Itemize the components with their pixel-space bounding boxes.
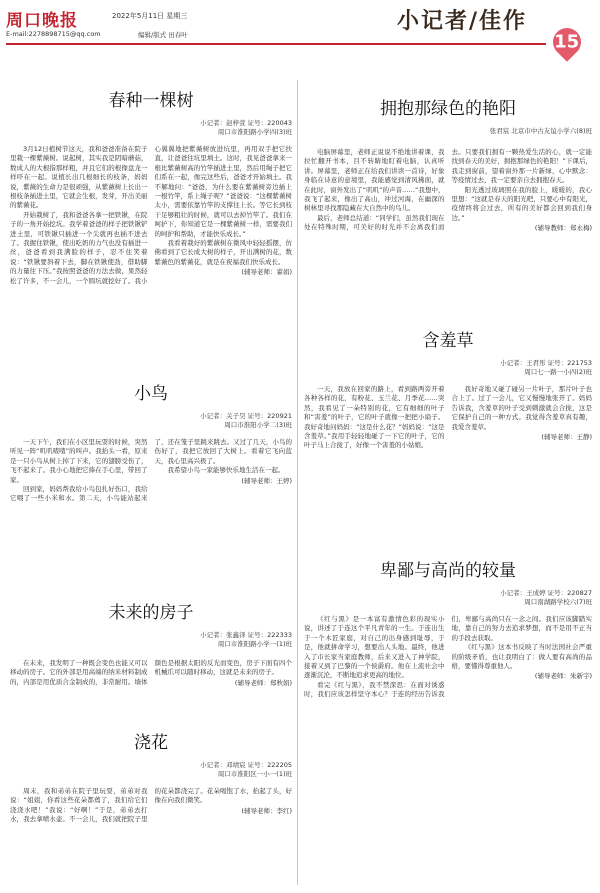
paragraph: 看完《红与黑》，我不禁深思：在面对诱惑时，我们应该怎样坚守本心？于连的经历告诉我们，卑鄙与高尚只在一念之间。我们应该脚踏实地，靠自己的努力去追求梦想，而不是用不正当的手段去获取。 bbox=[304, 615, 592, 699]
article-title: 小鸟 bbox=[134, 384, 168, 404]
paragraph: 电脑屏幕里，老师正说说不绝地讲着课，我拉忙翻开书本，目不转睛地盯着电脑，认真听讲。屏幕里，老师正在给我们讲读一首诗，好象身临在诗意的意境里，我能感觉到清风拂面，就在此时，窗外发出了“叽叽”的声音……“我想中，我飞了起来，像出了高山，冲过河海，在幽深的树林里寻找那隐藏在大自然中的鸟儿。 bbox=[304, 148, 445, 213]
article-author: 小记者：王成婷 证号：220827 bbox=[500, 589, 592, 597]
paragraph: 我希望小鸟一家能够快乐地生活在一起。 bbox=[167, 466, 285, 475]
header-rule bbox=[6, 43, 546, 45]
article-body bbox=[304, 148, 592, 318]
page-number: 15 bbox=[554, 31, 580, 52]
article-title: 拥抱那绿色的艳阳 bbox=[380, 99, 516, 119]
article-title: 春种一棵树 bbox=[108, 91, 194, 111]
article-title: 卑鄙与高尚的较量 bbox=[380, 561, 516, 581]
paragraph: 我好奇地又碰了碰另一片叶子，那片叶子也合上了。过了一会儿，它又慢慢地张开了。妈妈告诉我，含羞草的叶子受到刺激就会合拢，这是它保护自己的一种方式。我觉得含羞草真有趣，我爱含羞草。 bbox=[451, 385, 592, 431]
paragraph: 在未来，我发明了一种既会变色也能又可以移动的房子。它的外部是用高端的纳米材料制成的，内部是用优质合金制成的，非常耐用。墙体颜色是根据太阳的反光而变色，房子下面有四个机械爪可以随时移动，这就是未来的房子。 bbox=[10, 659, 292, 686]
paragraph: 开始栽树了，我和爸爸各拿一把铁锹，在院子的一角开始挖坑。我学着爸爸的样子把铁锹铲进土里，可铁锹只插进一个尖就再也插不进去了。我握住铁锹，使出吃奶的力气也没有插进一丝，爸爸看到我满脸的样子，忍不住笑着说：“铁锹要斜着下去，脚在铁锹使劲，借助脚的力量往下压。”我按照爸爸的方法去做，果然轻松了许多，不一会儿，一个圆坑就挖好了。我小心翼翼地把紫薇树放进坑里，再用双手把它扶直，让爸爸往坑里填土。这时，我见爸爸拿来一根比紫薇树高的竹竿插进土里，然后用绳子把它们系在一起，像完这些后，爸爸才开始填土。我不解地问：“爸爸，为什么要在紫薇树旁边插上一根竹竿，系上绳子呢？”爸爸说：“这棵紫薇树太小，需要依靠竹竿的支撑往上长。等它长到枝干足够粗壮的时候，就可以去掉竹竿了。我们在呵护下，你知道它是一棵紫薇树一样，需要我们的呵护和帮助，才能快乐成长。” bbox=[10, 145, 292, 285]
article-body bbox=[10, 145, 292, 345]
article-body bbox=[10, 787, 292, 871]
paragraph: 我看着栽好的紫薇树在微风中轻轻摇摆，仿佛看到了它长成大树的样子，开出满树的花，数紫薇色的紫薇花，就是在祝福我们快乐成长。 bbox=[154, 239, 292, 266]
teacher-credit: (辅导教师：郑永梅) bbox=[534, 224, 592, 233]
paragraph: 阳光透过玻璃照在我的脸上，暖暖的，我心里想：“这就是春天的阳光吧，只要心中有阳光，疫情终将会过去，所有的美好都会回到我们身边。” bbox=[451, 185, 592, 222]
article-body bbox=[10, 438, 292, 556]
article-author: 小记者：关子昊 证号：220921 bbox=[200, 412, 292, 420]
article-school: 周口七一路一小四(2)班 bbox=[524, 368, 592, 376]
contact-email: E-mail:2278898715@qq.com bbox=[6, 30, 101, 38]
teacher-credit: (辅导老师：王静) bbox=[541, 433, 592, 442]
issue-date: 2022年5月11日 星期三 bbox=[112, 12, 188, 20]
editor-credit: 编辑/版式 田春叶 bbox=[138, 31, 188, 39]
article-title: 含羞草 bbox=[422, 331, 474, 351]
article-body bbox=[304, 615, 592, 885]
page-header bbox=[0, 0, 600, 66]
paragraph: 一天下午，我们在小区里玩耍的时候，突然听见一阵“叽叽喳喳”的叫声。我抬头一看，原来是一只小鸟从树上掉了下来，它的翅膀受伤了，飞不起来了。我小心地把它捧在手心里，带回了家。 bbox=[10, 438, 148, 484]
article-green-embrace bbox=[304, 94, 592, 322]
paragraph: 周末，我和弟弟在院子里玩耍，弟弟对我说：“姐姐，你看这些花朵都蔫了，我们给它们浇浇水吧！”我说：“好啊！”于是，弟弟去打水，我去拿喷水壶。不一会儿，我们就把院子里的花朵都浇完了。花朵喝饱了水，抬起了头，好像在向我们微笑。 bbox=[10, 787, 292, 824]
teacher-credit: (辅导老师：翟娟) bbox=[241, 268, 292, 277]
article-school: 周口市淮阳小学二(3)班 bbox=[224, 421, 292, 429]
paragraph: 最后，老师总结道：“同学们，虽然我们现在处在特殊时期，可美好的时光并不会离我们而去。只要我们拥有一颗热爱生活的心，就一定能找到春天的美好，拥抱那绿色的艳阳！”下课后，我走到窗前，望着窗外那一片新绿，心中默念：等疫情过去，我一定要亲自去拥抱春天。 bbox=[304, 148, 592, 232]
teacher-credit: (辅导老师：郑秋娟) bbox=[234, 678, 292, 687]
article-school: 周口市淮阳路小学四(3)班 bbox=[217, 128, 292, 136]
paragraph: 3月12日植树节这天，我和爸爸准备在院子里栽一棵紫薇树。说起树，其实我是阴暗蘑菇，数成人的大根指那样粗，并且它们的根像盘龙一样吓在一起。说植长出几根细长的枝条，妈妈说，紫薇的生命力是很顽强，从紫薇树上长出一根枝条插进土里，它就会生根，发芽，开出美丽的紫薇花。 bbox=[10, 145, 148, 210]
article-title: 未来的房子 bbox=[108, 603, 194, 623]
article-school: 周口市淮阳区一小一(1)班 bbox=[217, 770, 292, 778]
article-author: 小记者：王君彤 证号：221753 bbox=[500, 359, 592, 367]
article-author: 小记者：张鑫泽 证号：222333 bbox=[200, 631, 292, 639]
article-spring-tree bbox=[10, 86, 292, 356]
article-title: 浇花 bbox=[134, 733, 168, 753]
article-body bbox=[304, 385, 592, 515]
page-number-badge bbox=[547, 22, 587, 62]
article-humble-and-noble bbox=[304, 556, 592, 888]
article-mimosa bbox=[304, 326, 592, 526]
teacher-credit: (辅导老师：李红) bbox=[241, 806, 292, 815]
paragraph: 《红与黑》这本书反映了当时法国社会严重的阶级矛盾，也让我明白了：做人要有高尚的品格，要懂得尊重他人。 bbox=[451, 643, 592, 671]
article-author: 小记者：赵梓萱 证号：220043 bbox=[200, 119, 292, 127]
paragraph: 一天，我放在回家的路上，看到路两旁开着各种各样的花，有粉花、玉兰花、月季花……突然，我看见了一朵特别的花，它有细细的叶子和“害羞”的叶子，它的叶子就像一把把小扇子。我好奇地问妈妈：“这是什么花？”妈妈说：“这是含羞草。”我用手轻轻地碰了一下它的叶子，它的叶子马上合拢了，好像一个害羞的小姑娘。 bbox=[304, 385, 445, 450]
column-divider bbox=[297, 80, 298, 885]
paragraph: 《红与黑》是一本富有激情色彩的现实小说，讲述了于连这个平凡青年的一生。于连出生于一个木匠家庭，对自己的出身感到耻辱，于是，他就拼命学习，想要出人头地。最终，他进入了市长家当家庭教师，后来又进入了神学院，接着又到了巴黎的一个侯爵府。他在上流社会中逐渐沉沦，不断地追求更高的地位。 bbox=[304, 615, 445, 680]
teacher-credit: (辅导老师：朱新宇) bbox=[534, 672, 592, 681]
newspaper-logo: 周口晚报 bbox=[6, 11, 78, 31]
paragraph: 回到家，妈妈帮我给小鸟包扎好伤口，我给它喂了一些小米和水。第二天，小鸟能站起来了，还在笼子里跳来跳去。又过了几天，小鸟的伤好了，我把它放回了大树上。看着它飞向蓝天，我心里高兴极了。 bbox=[10, 438, 292, 503]
article-watering bbox=[10, 728, 292, 888]
article-little-bird bbox=[10, 379, 292, 565]
article-body bbox=[10, 659, 292, 715]
article-school: 周口南湖路学校六(7)班 bbox=[524, 598, 592, 606]
article-author: 张君宸 北京市中古友谊小学六(8)班 bbox=[489, 127, 592, 135]
article-school: 周口市淮阳路小学一(1)班 bbox=[217, 640, 292, 648]
section-title: 小记者/佳作 bbox=[397, 8, 528, 34]
article-author: 小记者：邓靖宸 证号：222205 bbox=[200, 761, 292, 769]
article-future-house bbox=[10, 598, 292, 720]
teacher-credit: (辅导老师：王婷) bbox=[241, 476, 292, 485]
